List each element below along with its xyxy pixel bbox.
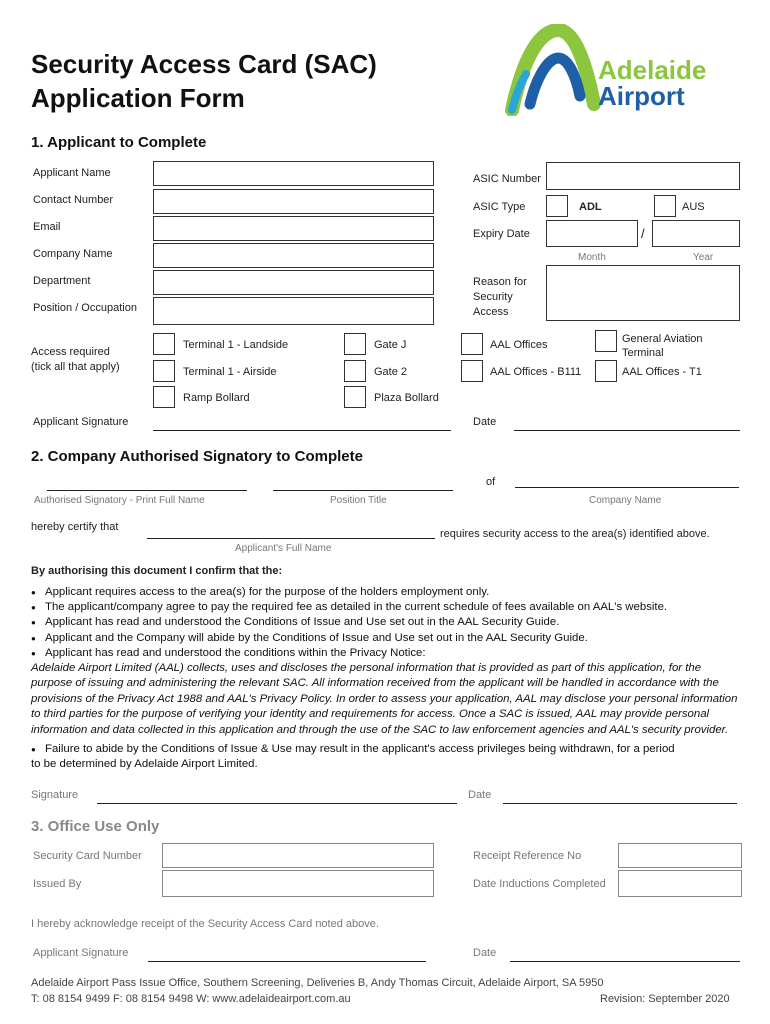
section-2-date-label: Date xyxy=(468,789,492,801)
section-2-signature-line[interactable] xyxy=(97,803,457,804)
bullet-dot: ● xyxy=(31,745,36,754)
security-card-number-label: Security Card Number xyxy=(33,850,142,862)
gate-2-checkbox[interactable] xyxy=(344,360,366,382)
footer-revision: Revision: September 2020 xyxy=(600,993,730,1005)
position-label: Position / Occupation xyxy=(33,302,137,314)
title-line-1: Security Access Card (SAC) xyxy=(31,49,377,79)
section-1-heading: 1. Applicant to Complete xyxy=(31,134,207,151)
failure-line-1-wrap xyxy=(31,742,745,757)
logo-mark-icon xyxy=(502,24,602,116)
requires-access-text: requires security access to the area(s) identified above. xyxy=(440,528,710,540)
reason-label-line-1: Reason for xyxy=(473,276,527,288)
office-applicant-signature-label: Applicant Signature xyxy=(33,947,129,959)
bullet-item: ● The applicant/company agree to pay the required fee as detailed in the current schedule of fees available on AAL's website. xyxy=(31,600,745,615)
ramp-bollard-checkbox[interactable] xyxy=(153,386,175,408)
aal-offices-t1-label: AAL Offices - T1 xyxy=(622,366,702,378)
terminal-1-landside-checkbox[interactable] xyxy=(153,333,175,355)
logo-text-airport: Airport xyxy=(598,81,685,111)
general-aviation-checkbox[interactable] xyxy=(595,330,617,352)
failure-notice xyxy=(31,742,745,772)
bullet-item: ● Applicant requires access to the area(s) for the purpose of the holders employment only. xyxy=(31,585,745,600)
company-name-caption: Company Name xyxy=(589,495,662,506)
bullet-item: ● Applicant and the Company will abide by the Conditions of Issue and Use set out in the AAL Security Guide. xyxy=(31,631,745,646)
position-title-line[interactable] xyxy=(273,490,453,491)
email-field[interactable] xyxy=(153,216,434,241)
adelaide-airport-logo xyxy=(502,24,742,119)
contact-number-label: Contact Number xyxy=(33,194,114,206)
date-inductions-label: Date Inductions Completed xyxy=(473,878,606,890)
month-caption: Month xyxy=(578,252,606,263)
section-2-date-line[interactable] xyxy=(503,803,737,804)
by-authorising-text: By authorising this document I confirm that the: xyxy=(31,565,283,577)
hereby-certify-label: hereby certify that xyxy=(31,521,119,533)
applicants-full-name-caption: Applicant's Full Name xyxy=(235,543,332,554)
general-aviation-line-2: Terminal xyxy=(622,347,664,359)
ramp-bollard-label: Ramp Bollard xyxy=(183,392,250,404)
reason-label xyxy=(473,275,527,320)
aal-offices-b111-checkbox[interactable] xyxy=(461,360,483,382)
company-name-field[interactable] xyxy=(153,243,434,268)
failure-line-2: to be determined by Adelaide Airport Limited. xyxy=(31,758,258,770)
asic-type-adl-checkbox[interactable] xyxy=(546,195,568,217)
office-date-label: Date xyxy=(473,947,497,959)
gate-j-checkbox[interactable] xyxy=(344,333,366,355)
applicant-name-label: Applicant Name xyxy=(33,167,111,179)
gate-2-label: Gate 2 xyxy=(374,366,408,378)
asic-number-label: ASIC Number xyxy=(473,173,541,185)
of-label: of xyxy=(486,476,496,488)
acknowledge-text: I hereby acknowledge receipt of the Security Access Card noted above. xyxy=(31,918,379,930)
date-inductions-field[interactable] xyxy=(618,870,742,897)
applicant-signature-line[interactable] xyxy=(153,430,451,431)
section-1-date-label: Date xyxy=(473,416,497,428)
reason-label-line-2: Security xyxy=(473,291,513,303)
section-1-date-line[interactable] xyxy=(514,430,740,431)
signatory-name-line[interactable] xyxy=(47,490,247,491)
applicant-signature-label: Applicant Signature xyxy=(33,416,129,428)
email-label: Email xyxy=(33,221,61,233)
page-title xyxy=(31,47,377,115)
expiry-year-field[interactable] xyxy=(652,220,740,247)
asic-type-aus-label: AUS xyxy=(682,201,705,213)
receipt-reference-field[interactable] xyxy=(618,843,742,868)
asic-type-adl-label: ADL xyxy=(579,201,602,213)
terminal-1-landside-label: Terminal 1 - Landside xyxy=(183,339,289,351)
general-aviation-label xyxy=(622,332,703,360)
department-label: Department xyxy=(33,275,91,287)
section-3-heading: 3. Office Use Only xyxy=(31,818,160,835)
issued-by-field[interactable] xyxy=(162,870,434,897)
aal-offices-t1-checkbox[interactable] xyxy=(595,360,617,382)
expiry-month-field[interactable] xyxy=(546,220,638,247)
position-field[interactable] xyxy=(153,297,434,325)
confirmation-bullets xyxy=(31,585,745,661)
reason-label-line-3: Access xyxy=(473,306,509,318)
applicant-name-field[interactable] xyxy=(153,161,434,186)
title-line-2: Application Form xyxy=(31,83,245,113)
company-name-line[interactable] xyxy=(515,487,739,488)
office-date-line[interactable] xyxy=(510,961,740,962)
position-title-caption: Position Title xyxy=(330,495,387,506)
section-2-signature-label: Signature xyxy=(31,789,79,801)
contact-number-field[interactable] xyxy=(153,189,434,214)
logo-text-adelaide: Adelaide xyxy=(598,55,707,85)
reason-field[interactable] xyxy=(546,265,740,321)
applicant-full-name-line[interactable] xyxy=(147,538,435,539)
bullet-item: ● Applicant has read and understood the conditions within the Privacy Notice: xyxy=(31,646,745,661)
office-applicant-signature-line[interactable] xyxy=(148,961,426,962)
expiry-date-label: Expiry Date xyxy=(473,228,530,240)
department-field[interactable] xyxy=(153,270,434,295)
asic-number-field[interactable] xyxy=(546,162,740,190)
asic-type-label: ASIC Type xyxy=(473,201,526,213)
failure-line-1: Failure to abide by the Conditions of Issue & Use may result in the applicant's access privileges being withdrawn, for a period xyxy=(45,743,675,755)
expiry-slash: / xyxy=(641,226,645,241)
plaza-bollard-label: Plaza Bollard xyxy=(374,392,439,404)
aal-offices-checkbox[interactable] xyxy=(461,333,483,355)
asic-type-aus-checkbox[interactable] xyxy=(654,195,676,217)
access-required-label xyxy=(31,345,120,375)
aal-offices-label: AAL Offices xyxy=(490,339,548,351)
general-aviation-line-1: General Aviation xyxy=(622,333,703,345)
security-card-number-field[interactable] xyxy=(162,843,434,868)
access-required-line-2: (tick all that apply) xyxy=(31,361,120,373)
access-required-line-1: Access required xyxy=(31,346,110,358)
plaza-bollard-checkbox[interactable] xyxy=(344,386,366,408)
print-full-name-caption: Authorised Signatory - Print Full Name xyxy=(34,495,205,506)
aal-offices-b111-label: AAL Offices - B111 xyxy=(490,366,582,378)
year-caption: Year xyxy=(693,252,714,263)
privacy-notice: Adelaide Airport Limited (AAL) collects, uses and discloses the personal information that is provided as part of this application, for the purpose of issuing and administering the relevant SAC. All information received from the applicant will be handled in accordance with the provisions of the Privacy Act 1988 and AAL's Privacy Policy. In order to assess your application, AAL may disclose your personal information to third parties for the purpose of verifying your identity and requirements for access. Once a SAC is issued, AAL may provide personal information and data collected in this application and through the use of the SAC to law enforcement agencies and AAL's security provider. xyxy=(31,662,738,736)
footer-address: Adelaide Airport Pass Issue Office, Southern Screening, Deliveries B, Andy Thomas Circuit, Adelaide Airport, SA 5950 xyxy=(31,977,604,989)
receipt-reference-label: Receipt Reference No xyxy=(473,850,582,862)
bullet-item: ● Applicant has read and understood the Conditions of Issue and Use set out in the AAL Security Guide. xyxy=(31,615,745,630)
gate-j-label: Gate J xyxy=(374,339,407,351)
issued-by-label: Issued By xyxy=(33,878,82,890)
terminal-1-airside-label: Terminal 1 - Airside xyxy=(183,366,277,378)
company-name-label: Company Name xyxy=(33,248,113,260)
footer-contact: T: 08 8154 9499 F: 08 8154 9498 W: www.adelaideairport.com.au xyxy=(31,993,351,1005)
terminal-1-airside-checkbox[interactable] xyxy=(153,360,175,382)
section-2-heading: 2. Company Authorised Signatory to Complete xyxy=(31,448,363,465)
